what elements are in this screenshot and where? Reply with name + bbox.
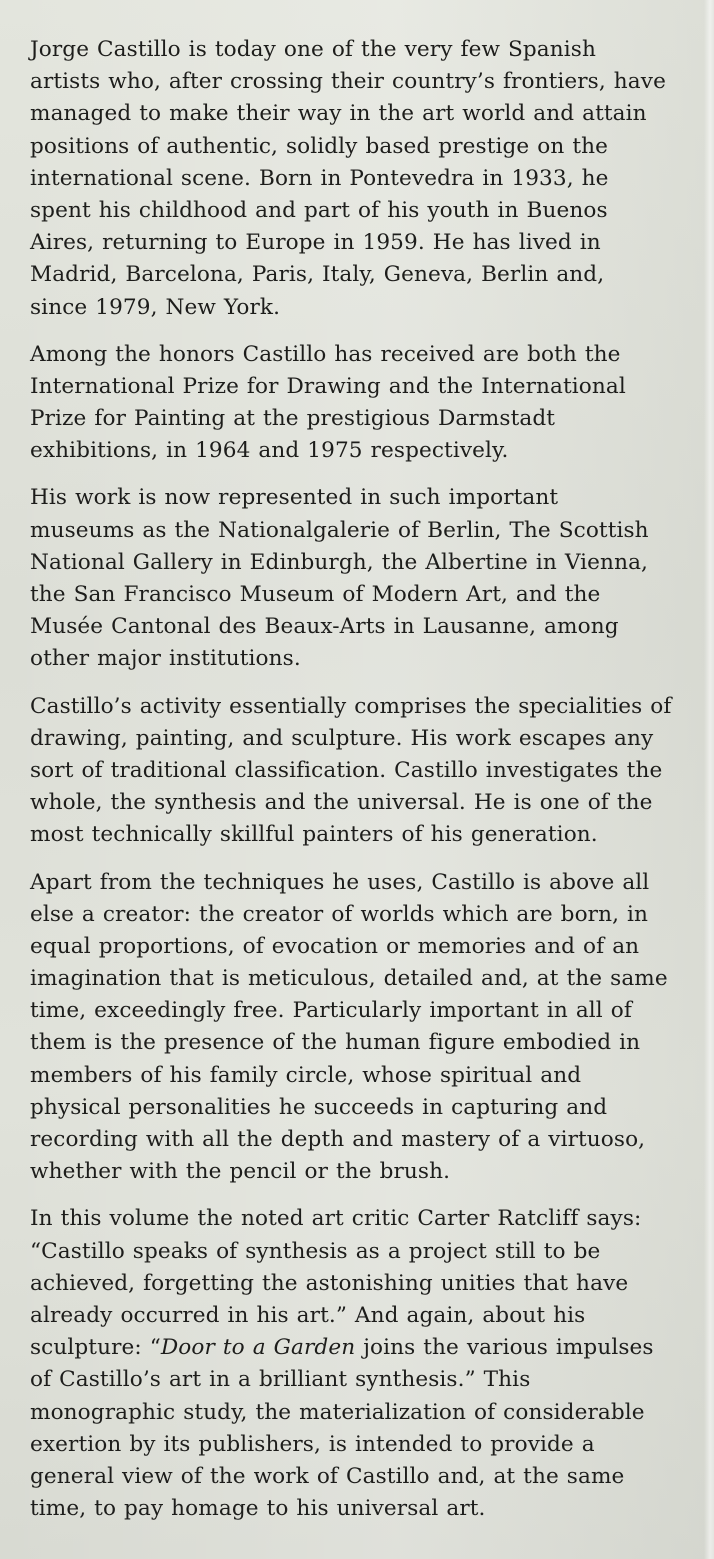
- text-line: Apart from the techniques he uses, Castillo is above all: [30, 869, 650, 895]
- text-line: them is the presence of the human figure embodied in: [30, 1030, 641, 1056]
- text-line: most technically skillful painters of his generation.: [30, 822, 598, 848]
- text-line: of Castillo’s art in a brilliant synthesis.” This: [30, 1367, 531, 1393]
- text-line: managed to make their way in the art world and attain: [30, 101, 647, 127]
- text-line: members of his family circle, whose spiritual and: [30, 1062, 582, 1088]
- text-line: Among the honors Castillo has received are both the: [30, 341, 621, 367]
- text-line: “Castillo speaks of synthesis as a project still to be: [30, 1238, 601, 1264]
- text-line: positions of authentic, solidly based prestige on the: [30, 133, 608, 159]
- text-line-with-title: [30, 1332, 706, 1364]
- text-line: international scene. Born in Pontevedra in 1933, he: [30, 165, 609, 191]
- text-line: museums as the Nationalgalerie of Berlin, The Scottish: [30, 517, 649, 543]
- text-line: achieved, forgetting the astonishing unities that have: [30, 1270, 629, 1296]
- text-fragment: sculpture: “: [30, 1335, 161, 1361]
- text-line: National Gallery in Edinburgh, the Albertine in Vienna,: [30, 549, 649, 575]
- text-line: monographic study, the materialization of considerable: [30, 1399, 645, 1425]
- text-line: time, exceedingly free. Particularly important in all of: [30, 998, 632, 1024]
- text-line: Aires, returning to Europe in 1959. He has lived in: [30, 230, 601, 256]
- text-line: equal proportions, of evocation or memories and of an: [30, 933, 640, 959]
- text-line: already occurred in his art.” And again, about his: [30, 1302, 586, 1328]
- text-line: drawing, painting, and sculpture. His work escapes any: [30, 725, 654, 751]
- text-line: the San Francisco Museum of Modern Art, and the: [30, 582, 601, 607]
- paragraph-creator: [30, 867, 706, 1189]
- text-line: general view of the work of Castillo and, at the same: [30, 1463, 625, 1489]
- text-line: sort of traditional classification. Castillo investigates the: [30, 757, 663, 783]
- text-line: other major institutions.: [30, 646, 301, 672]
- text-line: Madrid, Barcelona, Paris, Italy, Geneva, Berlin and,: [30, 262, 605, 288]
- paragraph-honors: [30, 339, 706, 468]
- text-line: spent his childhood and part of his youth in Buenos: [30, 197, 608, 223]
- text-line: else a creator: the creator of worlds which are born, in: [30, 901, 649, 927]
- text-line: In this volume the noted art critic Carter Ratcliff says:: [30, 1206, 642, 1232]
- text-line: physical personalities he succeeds in capturing and: [30, 1094, 608, 1120]
- text-fragment: joins the various impulses: [355, 1335, 654, 1361]
- text-line: Musée Cantonal des Beaux-Arts in Lausanne, among: [30, 614, 619, 640]
- paragraph-activity: [30, 691, 706, 852]
- paragraph-museums: [30, 482, 706, 675]
- text-line: Jorge Castillo is today one of the very few Spanish: [30, 37, 596, 62]
- text-line: Castillo’s activity essentially comprises the specialities of: [30, 693, 672, 719]
- text-line: artists who, after crossing their country’s frontiers, have: [30, 69, 666, 95]
- text-line: exertion by its publishers, is intended to provide a: [30, 1431, 595, 1457]
- text-line: whether with the pencil or the brush.: [30, 1159, 451, 1185]
- text-line: His work is now represented in such important: [30, 485, 559, 511]
- text-line: since 1979, New York.: [30, 294, 281, 320]
- text-line: imagination that is meticulous, detailed and, at the same: [30, 966, 668, 992]
- paragraph-intro: [30, 34, 706, 324]
- text-line: time, to pay homage to his universal art.: [30, 1496, 486, 1522]
- paragraph-ratcliff: [30, 1203, 706, 1525]
- text-column: [30, 34, 706, 1540]
- page-edge-shading: [704, 0, 714, 1559]
- text-line: Prize for Painting at the prestigious Darmstadt: [30, 406, 556, 432]
- text-line: whole, the synthesis and the universal. He is one of the: [30, 790, 653, 816]
- text-line: recording with all the depth and mastery of a virtuoso,: [30, 1127, 646, 1152]
- artwork-title: Door to a Garden: [160, 1335, 356, 1361]
- text-line: exhibitions, in 1964 and 1975 respectively.: [30, 438, 509, 464]
- text-line: International Prize for Drawing and the International: [30, 373, 626, 399]
